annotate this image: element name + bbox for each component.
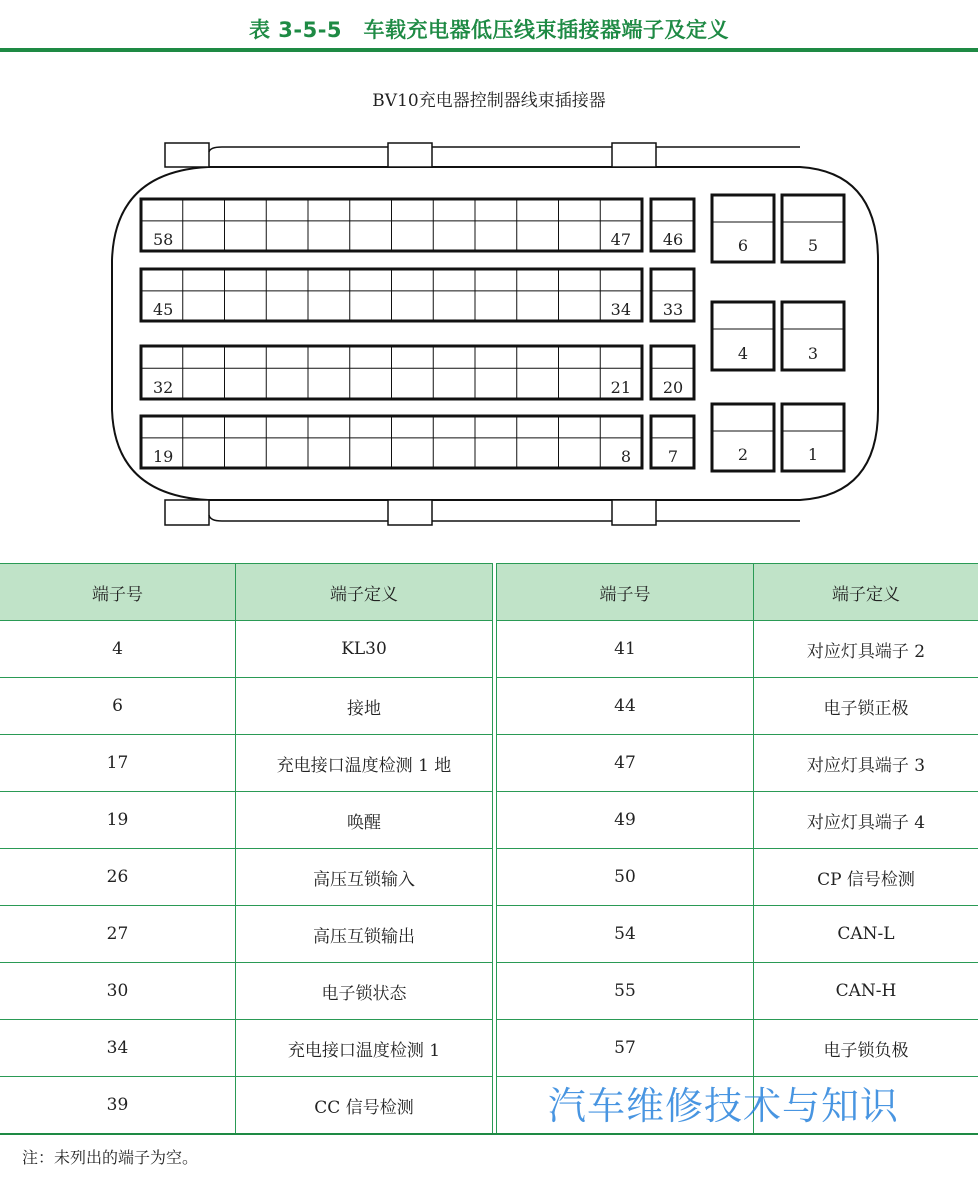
terminal-definition: 电子锁负极 — [754, 1020, 978, 1077]
pin-label: 32 — [153, 378, 174, 397]
terminal-definition: CAN-H — [754, 963, 978, 1020]
terminal-definition: CC 信号检测 — [236, 1077, 493, 1135]
header-terminal-no: 端子号 — [497, 564, 754, 621]
pin-label: 5 — [807, 236, 819, 255]
terminal-number: 57 — [497, 1020, 754, 1077]
pin-label: 2 — [737, 445, 749, 464]
pin-label: 20 — [662, 378, 684, 397]
locking-tab — [388, 500, 432, 525]
terminal-definition: 高压互锁输入 — [236, 849, 493, 906]
connector-diagram — [0, 0, 978, 540]
terminal-number: 30 — [0, 963, 236, 1020]
watermark: 汽车维修技术与知识 — [548, 1084, 900, 1128]
terminal-number: 4 — [0, 621, 236, 678]
terminal-number: 27 — [0, 906, 236, 963]
terminal-number: 17 — [0, 735, 236, 792]
pin-label: 34 — [610, 300, 631, 319]
terminal-table — [0, 563, 978, 1135]
table-row — [0, 963, 978, 1020]
terminal-definition: 电子锁状态 — [236, 963, 493, 1020]
terminal-number: 44 — [497, 678, 754, 735]
table-row — [0, 735, 978, 792]
pin-label: 1 — [807, 445, 819, 464]
pin-label: 33 — [662, 300, 684, 319]
pin-label: 58 — [153, 230, 174, 249]
header-terminal-def: 端子定义 — [754, 564, 978, 621]
table-title: 表 3-5-5 车载充电器低压线束插接器端子及定义 — [248, 18, 730, 42]
table-row — [0, 678, 978, 735]
table-row — [0, 1020, 978, 1077]
terminal-definition: CP 信号检测 — [754, 849, 978, 906]
pin-label: 19 — [153, 447, 174, 466]
terminal-number: 19 — [0, 792, 236, 849]
terminal-definition: 对应灯具端子 3 — [754, 735, 978, 792]
terminal-number: 49 — [497, 792, 754, 849]
terminal-definition: 高压互锁输出 — [236, 906, 493, 963]
terminal-number: 26 — [0, 849, 236, 906]
terminal-definition: 充电接口温度检测 1 地 — [236, 735, 493, 792]
locking-tab — [612, 143, 656, 167]
terminal-definition: 电子锁正极 — [754, 678, 978, 735]
table-header-row — [0, 564, 978, 621]
terminal-number: 47 — [497, 735, 754, 792]
terminal-number: 6 — [0, 678, 236, 735]
pin-label: 45 — [153, 300, 174, 319]
table-row — [0, 621, 978, 678]
terminal-definition: 接地 — [236, 678, 493, 735]
terminal-definition: KL30 — [236, 621, 493, 678]
footnote: 注：未列出的端子为空。 — [22, 1148, 199, 1167]
terminal-definition: 充电接口温度检测 1 — [236, 1020, 493, 1077]
table-row — [0, 849, 978, 906]
terminal-number: 39 — [0, 1077, 236, 1135]
terminal-number: 54 — [497, 906, 754, 963]
locking-tab — [388, 143, 432, 167]
connector-caption: BV10充电器控制器线束插接器 — [372, 91, 606, 111]
pin-label: 47 — [610, 230, 631, 249]
locking-tab — [165, 143, 209, 167]
pin-label: 7 — [667, 447, 679, 466]
header-terminal-no: 端子号 — [0, 564, 236, 621]
locking-tab — [165, 500, 209, 525]
pin-label: 3 — [807, 344, 819, 363]
terminal-number: 34 — [0, 1020, 236, 1077]
pin-label: 8 — [620, 447, 631, 466]
terminal-number: 41 — [497, 621, 754, 678]
terminal-definition: 对应灯具端子 4 — [754, 792, 978, 849]
pin-label: 46 — [662, 230, 684, 249]
terminal-definition: CAN-L — [754, 906, 978, 963]
connector-housing — [112, 167, 878, 500]
pin-label: 21 — [610, 378, 631, 397]
header-terminal-def: 端子定义 — [236, 564, 493, 621]
table-row — [0, 906, 978, 963]
terminal-definition: 唤醒 — [236, 792, 493, 849]
table-row — [0, 792, 978, 849]
pin-label: 6 — [737, 236, 749, 255]
terminal-definition: 对应灯具端子 2 — [754, 621, 978, 678]
terminal-number: 55 — [497, 963, 754, 1020]
locking-tab — [612, 500, 656, 525]
pin-label: 4 — [737, 344, 749, 363]
terminal-number: 50 — [497, 849, 754, 906]
